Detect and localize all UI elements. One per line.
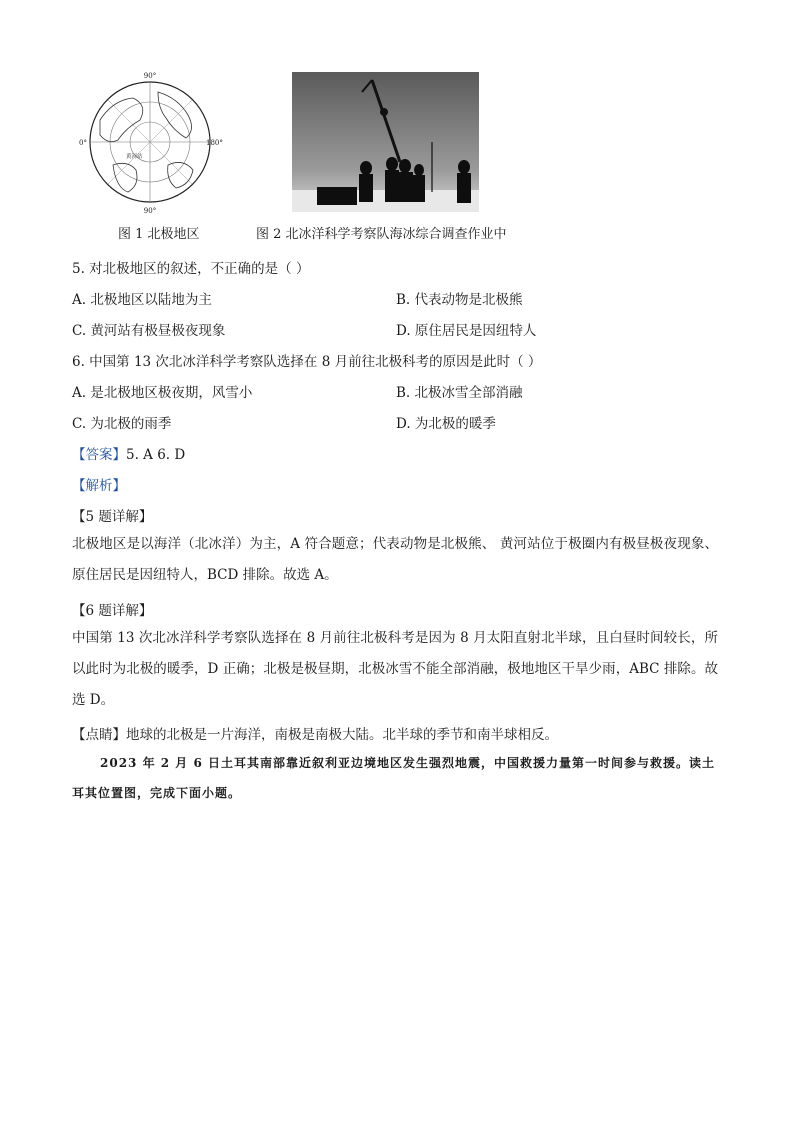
figure1-caption: 图 1 北极地区	[118, 227, 200, 242]
q5-option-b: B. 代表动物是北极熊	[396, 292, 523, 308]
expedition-photo	[292, 72, 479, 212]
answer-text: 5. A 6. D	[126, 447, 186, 463]
tip-text: 地球的北极是一片海洋，南极是南极大陆。北半球的季节和南半球相反。	[126, 727, 558, 743]
figure2-caption: 图 2 北冰洋科学考察队海冰综合调查作业中	[256, 227, 507, 242]
arctic-map-svg	[78, 70, 223, 215]
arctic-map-figure	[78, 70, 223, 215]
q5-option-a: A. 北极地区以陆地为主	[72, 292, 212, 308]
q5-stem: 5. 对北极地区的叙述，不正确的是（ ）	[72, 261, 310, 277]
analysis-label-text: 【解析】	[72, 478, 126, 494]
answer-line	[72, 443, 185, 463]
tip-label: 【点睛】	[72, 727, 126, 743]
detail6-text: 中国第 13 次北冰洋科学考察队选择在 8 月前往北极科考是因为 8 月太阳直射北半球，且白昼时间较长，所以此时为北极的暖季，D 正确；北极是极昼期，北极冰雪不能全部消融，极地地区干旱少雨，ABC 排除。故选 D。	[72, 630, 718, 708]
q6-option-a: A. 是北极地区极夜期，风雪小	[72, 385, 253, 401]
q6-option-d: D. 为北极的暖季	[396, 416, 496, 432]
q6-option-b: B. 北极冰雪全部消融	[396, 385, 523, 401]
map-label-left: 0°	[79, 139, 87, 147]
detail6-label: 【6 题详解】	[72, 603, 153, 619]
q5-option-c: C. 黄河站有极昼极夜现象	[72, 323, 226, 339]
intro-paragraph: 2023 年 2 月 6 日土耳其南部靠近叙利亚边境地区发生强烈地震，中国救援力量第一时间参与救援。读土耳其位置图，完成下面小题。	[72, 756, 715, 800]
map-label-top: 90°	[143, 72, 157, 80]
map-label-bottom: 90°	[143, 207, 157, 215]
map-label-right: 180°	[206, 139, 223, 147]
q5-option-d: D. 原住居民是因纽特人	[396, 323, 537, 339]
analysis-label	[72, 474, 126, 494]
detail5-text: 北极地区是以海洋（北冰洋）为主，A 符合题意；代表动物是北极熊、 黄河站位于极圈内有极昼极夜现象、 原住居民是因纽特人，BCD 排除。故选 A。	[72, 536, 718, 583]
q6-stem: 6. 中国第 13 次北冰洋科学考察队选择在 8 月前往北极科考的原因是此时（ ）	[72, 354, 542, 370]
map-label-station: 黄河站	[126, 154, 143, 160]
q6-option-c: C. 为北极的雨季	[72, 416, 172, 432]
tip-line	[72, 723, 558, 743]
answer-label: 【答案】	[72, 447, 126, 463]
detail5-label: 【5 题详解】	[72, 509, 153, 525]
expedition-photo-svg	[292, 72, 479, 212]
